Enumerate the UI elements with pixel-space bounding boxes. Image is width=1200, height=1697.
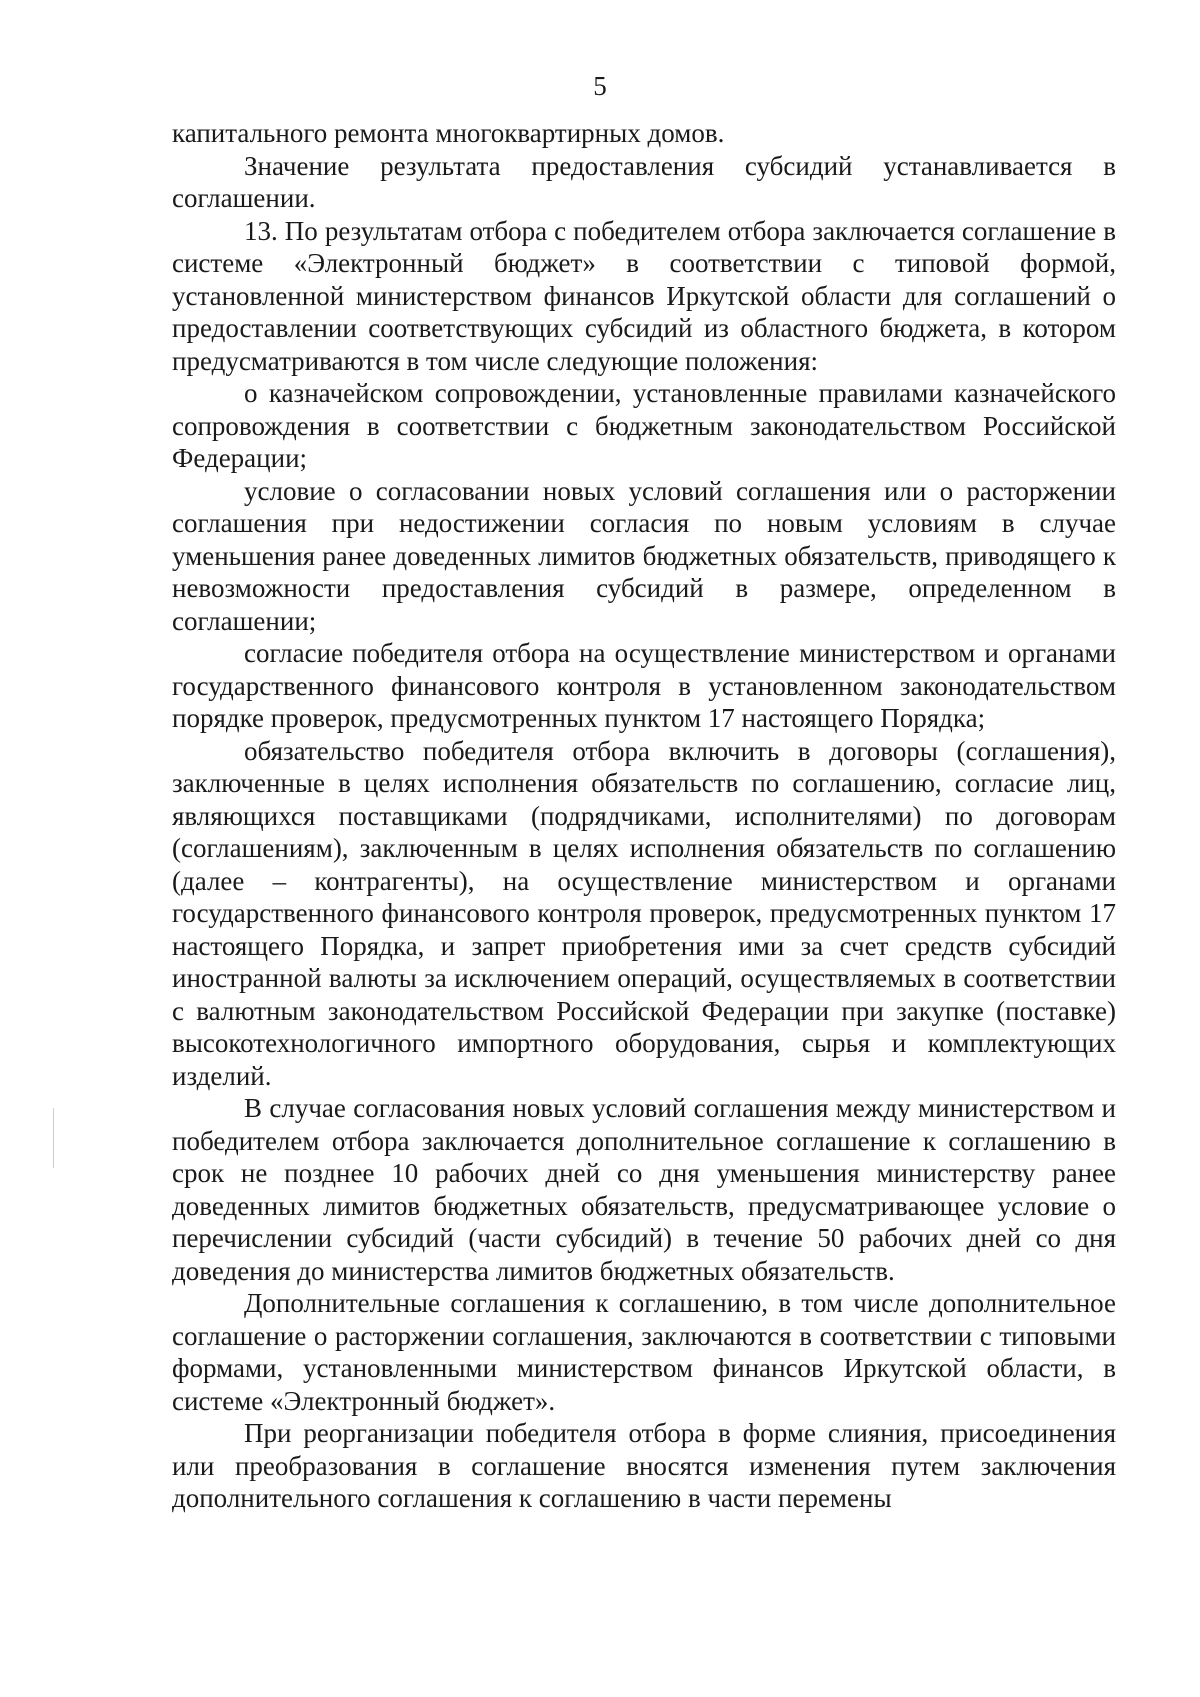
paragraph-reorganization: При реорганизации победителя отбора в форме слияния, присоединения или преобразования в соглашение вносятся изменения путем заключения дополнительного соглашения к соглашению в части перемены <box>172 1418 1116 1513</box>
scan-margin-mark <box>53 1108 54 1168</box>
paragraph-obligation-contracts: обязательство победителя отбора включить в договоры (соглашения), заключенные в целях исполнения обязательств по соглашению, согласие лиц, являющихся поставщиками (подрядчиками, исполнителями) по договорам (соглашениям), заключенным в целях исполнения обязательств по соглашению (далее – контрагенты), на осуществление министерством и органами государственного финансового контроля проверок, предусмотренных пунктом 17 настоящего Порядка, и запрет приобретения ими за счет средств субсидий иностранной валюты за исключением операций, осуществляемых в соответствии с валютным законодательством Российской Федерации при закупке (поставке) высокотехнологичного импортного оборудования, сырья и комплектующих изделий. <box>172 735 1116 1091</box>
paragraph-result-value: Значение результата предоставления субсидий устанавливается в соглашении. <box>172 150 1116 213</box>
paragraph-treasury-support: о казначейском сопровождении, установленные правилами казначейского сопровождения в соответствии с бюджетным законодательством Российской Федерации; <box>172 378 1116 473</box>
paragraph-agreement-approval: В случае согласования новых условий соглашения между министерством и победителем отбора заключается дополнительное соглашение к соглашению в срок не позднее 10 рабочих дней со дня уменьшения министерству ранее доведенных лимитов бюджетных обязательств, предусматривающее условие о перечислении субсидий (части субсидий) в течение 50 рабочих дней со дня доведения до министерства лимитов бюджетных обязательств. <box>172 1093 1116 1286</box>
paragraph-new-conditions: условие о согласовании новых условий соглашения или о расторжении соглашения при недостижении согласия по новым условиям в случае уменьшения ранее доведенных лимитов бюджетных обязательств, приводящего к невозможности предоставления субсидий в размере, определенном в соглашении; <box>172 475 1116 636</box>
paragraph-clause-13: 13. По результатам отбора с победителем отбора заключается соглашение в системе «Электронный бюджет» в соответствии с типовой формой, установленной министерством финансов Иркутской области для соглашений о предоставлении соответствующих субсидий из областного бюджета, в котором предусматриваются в том числе следующие положения: <box>172 215 1116 376</box>
page-number: 5 <box>593 71 607 101</box>
paragraph-additional-agreements: Дополнительные соглашения к соглашению, в том числе дополнительное соглашение о расторжении соглашения, заключаются в соответствии с типовыми формами, установленными министерством финансов Иркутской области, в системе «Электронный бюджет». <box>172 1288 1116 1416</box>
paragraph-consent-inspections: согласие победителя отбора на осуществление министерством и органами государственного финансового контроля в установленном законодательством порядке проверок, предусмотренных пунктом 17 настоящего Порядка; <box>172 638 1116 733</box>
paragraph-continuation: капитального ремонта многоквартирных домов. <box>172 118 725 148</box>
document-body <box>172 117 1116 1515</box>
